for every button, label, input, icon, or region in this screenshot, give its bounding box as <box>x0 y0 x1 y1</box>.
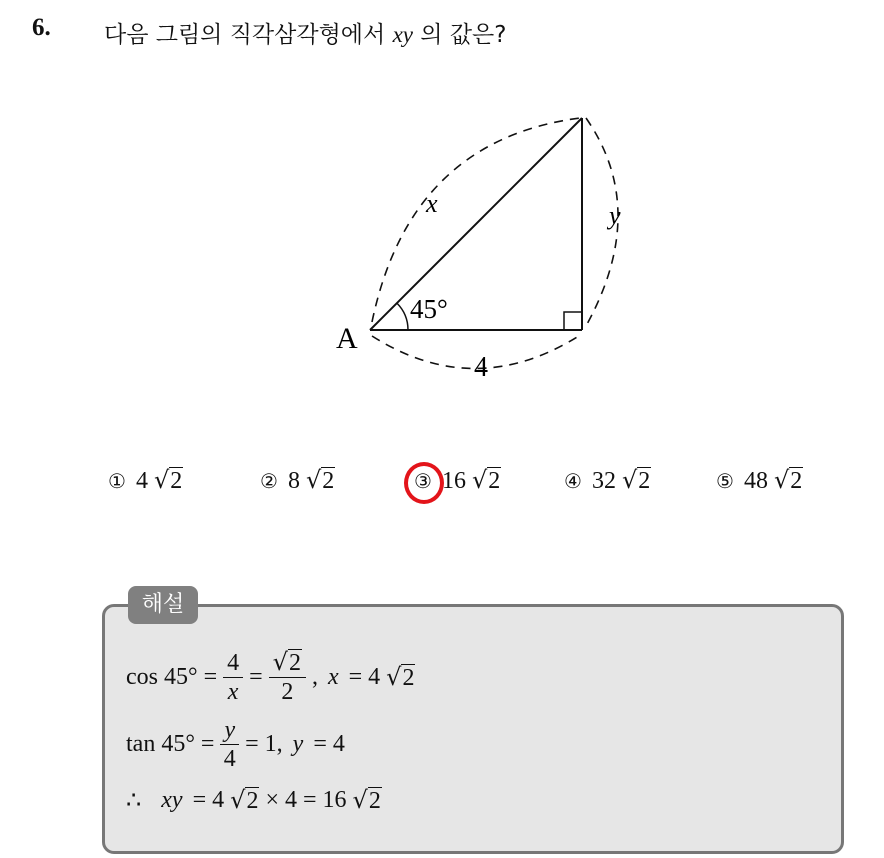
choice-2[interactable]: ② 8 √2 <box>260 466 335 494</box>
choice-4[interactable]: ④ 32 √2 <box>564 466 651 494</box>
answer-circle-mark <box>404 462 444 504</box>
solution-line-2: tan 45° = $\frac{y}{4}$ = 1, y = 4 <box>126 717 345 772</box>
question-variable: xy <box>392 22 413 47</box>
question-number: 6. <box>32 14 51 41</box>
choice-4-radicand: 2 <box>638 468 651 494</box>
choice-3[interactable]: ③ 16 √2 <box>414 466 501 494</box>
choice-5[interactable]: ⑤ 48 √2 <box>716 466 803 494</box>
solution-line-1: cos 45° = $\frac{4}{x}$ = $\frac{√2}{2}$ , x = 4 √2 <box>126 648 415 705</box>
cos-fraction-1: $\frac{4}{x}$ <box>223 649 243 706</box>
base-label: 4 <box>474 352 488 383</box>
choice-3-radicand: 2 <box>488 468 501 494</box>
choice-4-coef: 32 <box>591 468 616 494</box>
choice-4-mark: ④ <box>564 469 582 493</box>
hypotenuse-label: x <box>426 189 438 218</box>
choice-5-coef: 48 <box>743 468 768 494</box>
angle-arc <box>397 303 408 330</box>
choice-3-mark: ③ <box>414 469 432 493</box>
solution-tag: 해설 <box>128 586 198 624</box>
tan-fraction: $\frac{y}{4}$ <box>220 716 239 773</box>
vertical-label: y <box>609 201 621 230</box>
vertex-label: A <box>336 322 358 355</box>
answer-choices <box>104 466 844 506</box>
question-text-after: 의 값은? <box>412 22 507 48</box>
therefore-symbol: ∴ <box>126 788 142 814</box>
choice-5-mark: ⑤ <box>716 469 734 493</box>
choice-1-mark: ① <box>108 469 126 493</box>
hypotenuse-side <box>370 118 582 330</box>
choice-3-coef: 16 <box>441 468 466 494</box>
question-text-before: 다음 그림의 직각삼각형에서 <box>104 22 393 48</box>
angle-label: 45° <box>410 294 448 324</box>
choice-5-radicand: 2 <box>790 468 803 494</box>
right-angle-mark <box>564 312 582 330</box>
choice-1-coef: 4 <box>135 468 148 494</box>
choice-2-radicand: 2 <box>322 468 335 494</box>
cos-label: cos 45° = <box>126 663 218 690</box>
cos-fraction-2: $\frac{√2}{2}$ <box>269 648 306 706</box>
hypotenuse-brace <box>372 118 580 322</box>
choice-1[interactable]: ① 4 √2 <box>108 466 183 494</box>
choice-1-radicand: 2 <box>170 468 183 494</box>
tan-label: tan 45° = <box>126 731 215 757</box>
choice-2-coef: 8 <box>287 468 300 494</box>
solution-line-3: ∴ xy = 4 √2 × 4 = 16 √2 <box>126 786 381 814</box>
choice-2-mark: ② <box>260 469 278 493</box>
